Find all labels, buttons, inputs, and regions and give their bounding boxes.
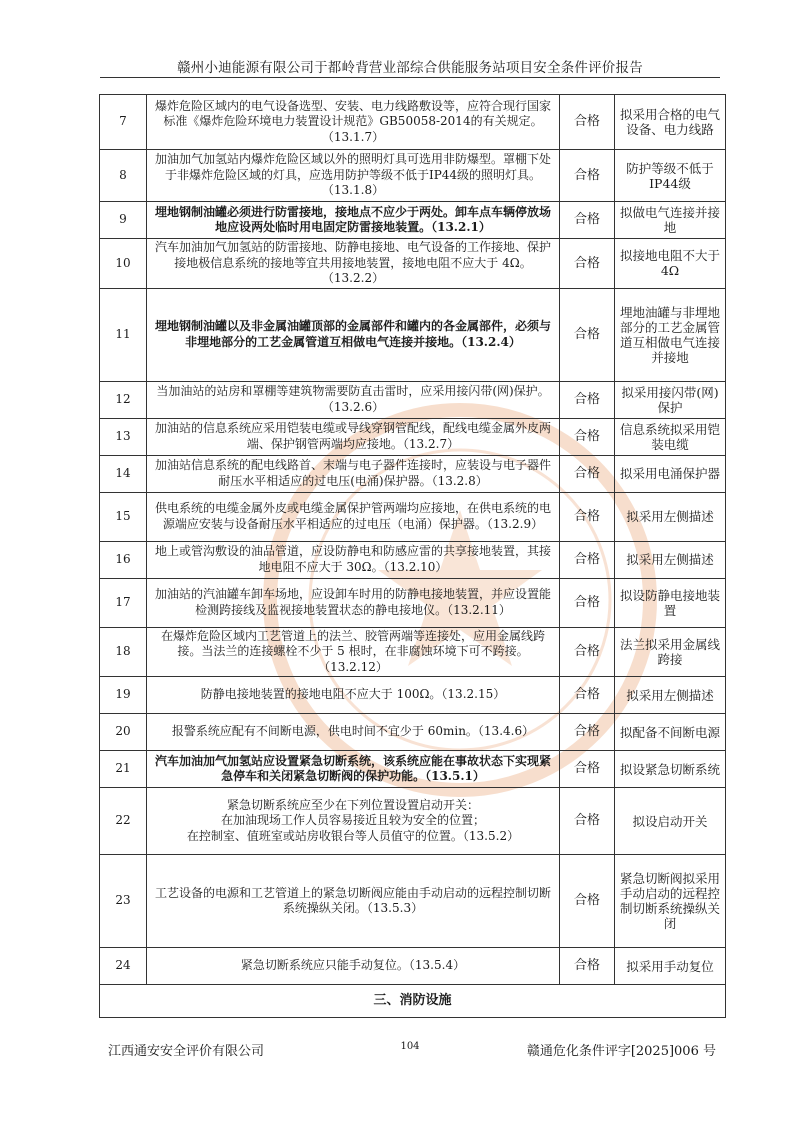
requirement-cell: 紧急切断系统应至少在下列位置设置启动开关： 在加油现场工作人员容易接近且较为安全的位置； 在控制室、值班室或站房收银台等人员值守的位置。（13.5.2） (147, 788, 560, 855)
requirement-cell: 供电系统的电缆金属外皮或电缆金属保护管两端均应接地，在供电系统的电源端应安装与设备耐压水平相适应的过电压（电涌）保护器。（13.2.9） (147, 492, 560, 541)
table-row (100, 751, 726, 788)
row-number: 19 (100, 677, 147, 714)
measure-cell: 拟设紧急切断系统 (615, 751, 726, 788)
table-row (100, 239, 726, 289)
requirement-cell: 加油站信息系统的配电线路首、末端与电子器件连接时，应装设与电子器件耐压水平相适应的过电压(电涌)保护器。（13.2.8） (147, 455, 560, 492)
requirement-cell: 在爆炸危险区域内工艺管道上的法兰、胶管两端等连接处，应用金属线跨接。当法兰的连接螺栓不少于 5 根时，在非腐蚀环境下可不跨接。（13.2.12） (147, 627, 560, 677)
table-row (100, 381, 726, 418)
requirement-cell: 埋地钢制油罐必须进行防雷接地，接地点不应少于两处。卸车点车辆停放场地应设两处临时用电固定防雷接地装置。（13.2.1） (147, 202, 560, 239)
measure-cell: 拟做电气连接并接地 (615, 202, 726, 239)
row-number: 14 (100, 455, 147, 492)
footer-company: 江西通安安全评价有限公司 (108, 1044, 265, 1059)
result-cell: 合格 (560, 788, 615, 855)
page-footer (100, 1040, 720, 1058)
measure-cell: 信息系统拟采用铠装电缆 (615, 418, 726, 455)
requirement-cell: 加油站的汽油罐车卸车场地，应设卸车时用的防静电接地装置，并应设置能检测跨接线及监视接地装置状态的静电接地仪。（13.2.11） (147, 578, 560, 627)
row-number: 12 (100, 381, 147, 418)
table-row (100, 455, 726, 492)
result-cell: 合格 (560, 714, 615, 751)
result-cell: 合格 (560, 381, 615, 418)
row-number: 11 (100, 288, 147, 381)
row-number: 16 (100, 541, 147, 578)
requirement-cell: 当加油站的站房和罩棚等建筑物需要防直击雷时，应采用接闪带(网)保护。（13.2.6） (147, 381, 560, 418)
measure-cell: 法兰拟采用金属线跨接 (615, 627, 726, 677)
section-title: 三、消防设施 (100, 985, 726, 1018)
requirement-cell: 汽车加油加气加氢站的防雷接地、防静电接地、电气设备的工作接地、保护接地极信息系统的接地等宜共用接地装置，接地电阻不应大于 4Ω。（13.2.2） (147, 239, 560, 289)
page-header-title: 赣州小迪能源有限公司于都岭背营业部综合供能服务站项目安全条件评价报告 (177, 60, 643, 76)
row-number: 23 (100, 855, 147, 948)
footer-document-number: 赣通危化条件评字[2025]006 号 (526, 1044, 716, 1059)
result-cell: 合格 (560, 150, 615, 202)
table-row (100, 95, 726, 150)
measure-cell: 拟设启动开关 (615, 788, 726, 855)
table-row (100, 202, 726, 239)
result-cell: 合格 (560, 95, 615, 150)
page-number: 104 (400, 1041, 420, 1052)
row-number: 21 (100, 751, 147, 788)
result-cell: 合格 (560, 677, 615, 714)
table-row (100, 578, 726, 627)
requirement-cell: 防静电接地装置的接地电阻不应大于 100Ω。（13.2.15） (147, 677, 560, 714)
result-cell: 合格 (560, 455, 615, 492)
measure-cell: 拟配备不间断电源 (615, 714, 726, 751)
measure-cell: 拟采用左侧描述 (615, 677, 726, 714)
table-row (100, 948, 726, 985)
row-number: 9 (100, 202, 147, 239)
table-row (100, 541, 726, 578)
result-cell: 合格 (560, 578, 615, 627)
requirement-cell: 地上或管沟敷设的油品管道，应设防静电和防感应雷的共享接地装置，其接地电阻不应大于 30Ω。（13.2.10） (147, 541, 560, 578)
requirement-cell: 报警系统应配有不间断电源，供电时间不宜少于 60min。（13.4.6） (147, 714, 560, 751)
row-number: 22 (100, 788, 147, 855)
measure-cell: 防护等级不低于 IP44级 (615, 150, 726, 202)
table-row (100, 788, 726, 855)
requirement-cell: 加油加气加氢站内爆炸危险区域以外的照明灯具可选用非防爆型。罩棚下处于非爆炸危险区域的灯具，应选用防护等级不低于IP44级的照明灯具。（13.1.8） (147, 150, 560, 202)
row-number: 10 (100, 239, 147, 289)
result-cell: 合格 (560, 855, 615, 948)
row-number: 20 (100, 714, 147, 751)
table-body (100, 95, 726, 1018)
row-number: 7 (100, 95, 147, 150)
requirement-cell: 埋地钢制油罐以及非金属油罐顶部的金属部件和罐内的各金属部件，必须与非埋地部分的工艺金属管道互相做电气连接并接地。（13.2.4） (147, 288, 560, 381)
table-row (100, 418, 726, 455)
requirement-cell: 加油站的信息系统应采用铠装电缆或导线穿钢管配线，配线电缆金属外皮两端、保护钢管两端均应接地。（13.2.7） (147, 418, 560, 455)
row-number: 15 (100, 492, 147, 541)
evaluation-table (99, 94, 726, 1018)
measure-cell: 拟采用电涌保护器 (615, 455, 726, 492)
table-row (100, 150, 726, 202)
measure-cell: 埋地油罐与非埋地部分的工艺金属管道互相做电气连接并接地 (615, 288, 726, 381)
result-cell: 合格 (560, 288, 615, 381)
result-cell: 合格 (560, 627, 615, 677)
requirement-cell: 汽车加油加气加氢站应设置紧急切断系统，该系统应能在事故状态下实现紧急停车和关闭紧急切断阀的保护功能。（13.5.1） (147, 751, 560, 788)
table-row (100, 627, 726, 677)
measure-cell: 紧急切断阀拟采用手动启动的远程控制切断系统操纵关闭 (615, 855, 726, 948)
row-number: 17 (100, 578, 147, 627)
table-row (100, 492, 726, 541)
measure-cell: 拟采用合格的电气设备、电力线路 (615, 95, 726, 150)
measure-cell: 拟接地电阻不大于 4Ω (615, 239, 726, 289)
requirement-cell: 紧急切断系统应只能手动复位。（13.5.4） (147, 948, 560, 985)
measure-cell: 拟采用接闪带(网)保护 (615, 381, 726, 418)
table-row (100, 714, 726, 751)
result-cell: 合格 (560, 202, 615, 239)
requirement-cell: 爆炸危险区域内的电气设备选型、安装、电力线路敷设等，应符合现行国家标准《爆炸危险环境电力装置设计规范》GB50058-2014的有关规定。（13.1.7） (147, 95, 560, 150)
result-cell: 合格 (560, 239, 615, 289)
row-number: 13 (100, 418, 147, 455)
result-cell: 合格 (560, 492, 615, 541)
row-number: 18 (100, 627, 147, 677)
header-divider (100, 77, 720, 78)
result-cell: 合格 (560, 948, 615, 985)
requirement-cell: 工艺设备的电源和工艺管道上的紧急切断阀应能由手动启动的远程控制切断系统操纵关闭。（13.5.3） (147, 855, 560, 948)
table-row (100, 677, 726, 714)
measure-cell: 拟采用手动复位 (615, 948, 726, 985)
measure-cell: 拟采用左侧描述 (615, 541, 726, 578)
measure-cell: 拟设防静电接地装置 (615, 578, 726, 627)
result-cell: 合格 (560, 541, 615, 578)
section-heading-row (100, 985, 726, 1018)
table-row (100, 855, 726, 948)
row-number: 24 (100, 948, 147, 985)
measure-cell: 拟采用左侧描述 (615, 492, 726, 541)
result-cell: 合格 (560, 751, 615, 788)
result-cell: 合格 (560, 418, 615, 455)
row-number: 8 (100, 150, 147, 202)
table-row (100, 288, 726, 381)
